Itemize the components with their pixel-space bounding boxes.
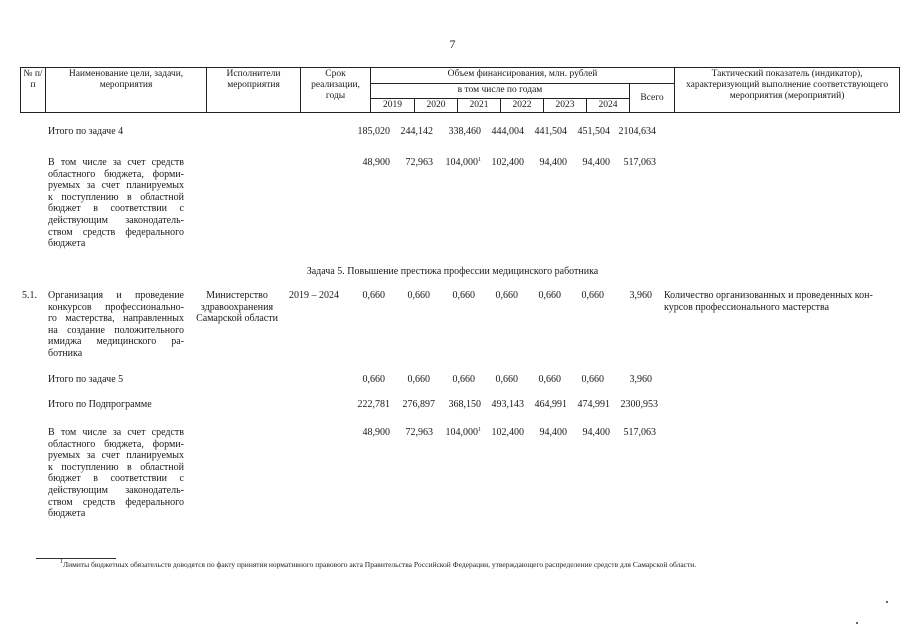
header-year: 2024 <box>587 99 630 113</box>
value-2022: 0,660 <box>495 374 518 385</box>
scan-speck <box>856 622 858 624</box>
row-number: 5.1. <box>22 290 37 301</box>
row-indicator: Количество организованных и проведенных кон- курсов профессионального мастерства <box>664 290 873 313</box>
value-2023: 0,660 <box>538 374 561 385</box>
row-description: Организация и проведение конкурсов профессионально- го мастерства, направленных на создание положительного имиджа медицинского ра- ботника <box>48 290 184 359</box>
value-2022: 444,004 <box>491 126 524 137</box>
value-2020: 0,660 <box>407 374 430 385</box>
value-2024: 94,400 <box>582 157 610 168</box>
value-2024: 0,660 <box>581 374 604 385</box>
value-2019: 48,900 <box>362 427 390 438</box>
task-5-heading: Задача 5. Повышение престижа профессии медицинского работника <box>306 266 599 277</box>
row-label: Итого по Подпрограмме <box>48 399 152 410</box>
value-2023: 94,400 <box>539 157 567 168</box>
value-2024: 451,504 <box>577 126 610 137</box>
value-2019: 0,660 <box>362 290 385 301</box>
value-2019: 0,660 <box>362 374 385 385</box>
value-2023: 0,660 <box>538 290 561 301</box>
header-year: 2023 <box>544 99 587 113</box>
header-total: Всего <box>630 84 675 113</box>
value-2020: 0,660 <box>407 290 430 301</box>
value-2021: 0,660 <box>452 290 475 301</box>
header-year: 2020 <box>415 99 458 113</box>
value-2024: 94,400 <box>582 427 610 438</box>
value-total: 517,063 <box>623 157 656 168</box>
header-num: № п/п <box>21 68 46 113</box>
value-2023: 94,400 <box>539 427 567 438</box>
header-by-years: в том числе по годам <box>371 84 630 99</box>
value-total: 517,063 <box>623 427 656 438</box>
header-year: 2022 <box>501 99 544 113</box>
value-2024: 474,991 <box>577 399 610 410</box>
header-term: Срок реализации, годы <box>301 68 371 113</box>
value-2020: 276,897 <box>402 399 435 410</box>
value-2022: 102,400 <box>491 427 524 438</box>
value-2024: 0,660 <box>581 290 604 301</box>
value-total: 3,960 <box>629 374 652 385</box>
value-2022: 493,143 <box>491 399 524 410</box>
table-header <box>20 67 900 113</box>
header-funding: Объем финансирования, млн. рублей <box>371 68 675 84</box>
row-label: Итого по задаче 4 <box>48 126 124 137</box>
scan-speck <box>886 601 888 603</box>
footnote-ref: 1 <box>478 157 481 163</box>
footnote-separator <box>36 558 116 559</box>
value-2019: 48,900 <box>362 157 390 168</box>
footnote-mark: 1 <box>60 559 63 565</box>
value-total: 2104,634 <box>618 126 656 137</box>
value-2023: 441,504 <box>534 126 567 137</box>
footnote-text: Лимиты бюджетных обязательств доводятся по факту принятия нормативного правового акта Правительства Российской Федерации, утверждающего распределение средств для Самарской области. <box>63 560 697 569</box>
row-description: В том числе за счет средств областного бюджета, форми- руемых за счет планируемых к поступлению в областной бюджет в соответствии с действующим законодатель- ством средств федерального бюджета <box>48 427 184 520</box>
value-2022: 102,400 <box>491 157 524 168</box>
value-2021: 368,150 <box>448 399 481 410</box>
row-label: Итого по задаче 5 <box>48 374 124 385</box>
value-2019: 185,020 <box>357 126 390 137</box>
value-2020: 72,963 <box>405 157 433 168</box>
row-description: В том числе за счет средств областного бюджета, форми- руемых за счет планируемых к поступлению в областной бюджет в соответствии с действующим законодатель- ством средств федерального бюджета <box>48 157 184 250</box>
value-2023: 464,991 <box>534 399 567 410</box>
row-term: 2019 – 2024 <box>289 290 339 301</box>
value-2020: 244,142 <box>400 126 433 137</box>
value-2020: 72,963 <box>405 427 433 438</box>
header-name: Наименование цели, задачи, мероприятия <box>46 68 207 113</box>
value-total: 3,960 <box>629 290 652 301</box>
value-total: 2300,953 <box>620 399 658 410</box>
header-indicator: Тактический показатель (индикатор), характеризующий выполнение соответствующего мероприятия (мероприятий) <box>675 68 900 113</box>
header-year: 2019 <box>371 99 415 113</box>
header-year: 2021 <box>458 99 501 113</box>
value-2021: 338,460 <box>448 126 481 137</box>
footnote <box>60 560 696 569</box>
value-2022: 0,660 <box>495 290 518 301</box>
page-number: 7 <box>449 37 456 51</box>
header-executors: Исполнители мероприятия <box>207 68 301 113</box>
row-executor: Министерство здравоохранения Самарской области <box>196 290 278 325</box>
value-2021: 104,000$^1$ <box>445 157 481 168</box>
value-2019: 222,781 <box>357 399 390 410</box>
footnote-ref: 1 <box>478 427 481 433</box>
value-2021: 104,000$^1$ <box>445 427 481 438</box>
value-2021: 0,660 <box>452 374 475 385</box>
